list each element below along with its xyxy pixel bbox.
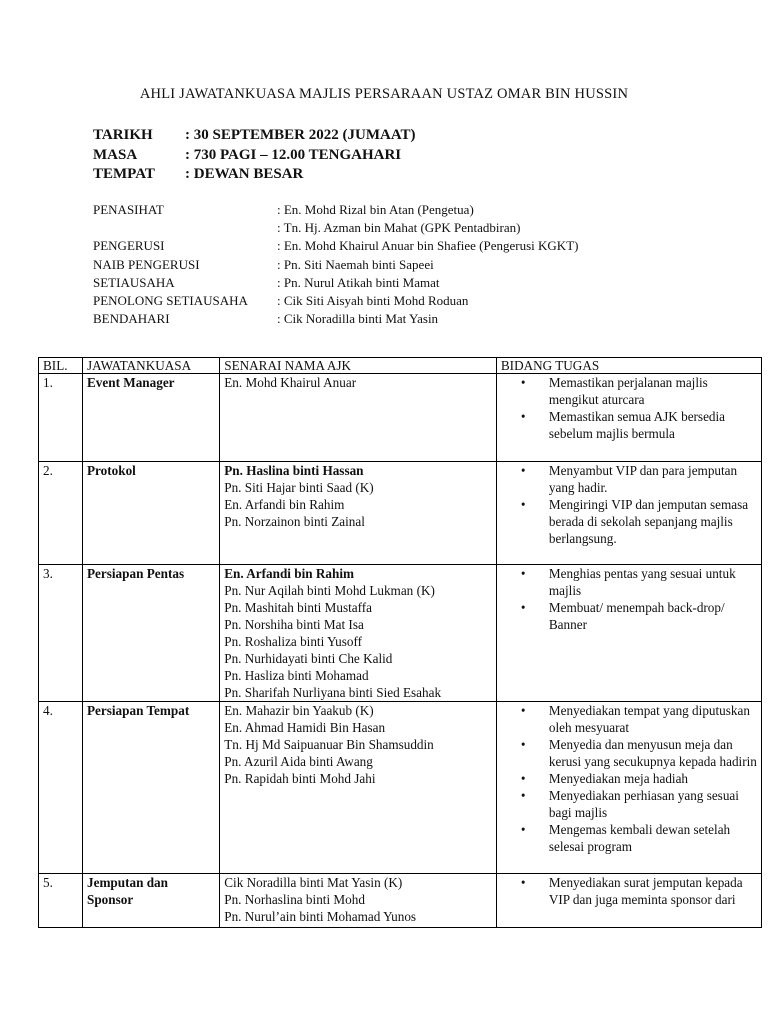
officer-row <box>93 274 578 292</box>
member-names <box>220 565 497 702</box>
table-row <box>39 565 762 702</box>
table-body <box>39 374 762 928</box>
info-row-date <box>93 126 416 146</box>
member-name: Pn. Siti Hajar binti Saad (K) <box>224 480 374 495</box>
member-names <box>220 874 497 928</box>
member-name: Pn. Roshaliza binti Yusoff <box>224 634 362 649</box>
officer-row <box>93 201 578 219</box>
member-name: Pn. Nurul’ain binti Mohamad Yunos <box>224 909 417 924</box>
document-title: AHLI JAWATANKUASA MAJLIS PERSARAAN USTAZ OMAR BIN HUSSIN <box>139 86 629 102</box>
row-number: 2. <box>39 462 83 565</box>
table-row <box>39 462 762 565</box>
task-item: • Mengemas kembali dewan setelah selesai program <box>515 821 757 855</box>
task-item: • Memastikan perjalanan majlis mengikut aturcara <box>515 374 757 408</box>
committee-table <box>38 357 762 928</box>
info-row-venue <box>93 165 416 185</box>
member-name: Pn. Azuril Aida binti Awang <box>224 754 373 769</box>
officer-name: : En. Mohd Rizal bin Atan (Pengetua) <box>277 202 474 217</box>
header-senarai-nama: SENARAI NAMA AJK <box>220 358 497 374</box>
task-item: • Memastikan semua AJK bersedia sebelum majlis bermula <box>515 408 757 442</box>
officer-name: : Cik Siti Aisyah binti Mohd Roduan <box>277 292 469 308</box>
info-value: : 730 PAGI – 12.00 TENGAHARI <box>185 146 402 163</box>
task-item: • Mengiringi VIP dan jemputan semasa berada di sekolah sepanjang majlis berlangsung. <box>515 496 757 547</box>
info-label: MASA <box>93 146 138 163</box>
header-bidang-tugas: BIDANG TUGAS <box>496 358 761 374</box>
member-name: Pn. Norhaslina binti Mohd <box>224 892 365 907</box>
task-item: • Menyambut VIP dan para jemputan yang hadir. <box>515 462 757 496</box>
member-name: Pn. Mashitah binti Mustaffa <box>224 600 372 615</box>
row-number: 3. <box>39 565 83 702</box>
task-list-cell <box>496 565 761 702</box>
officer-name: : Pn. Siti Naemah binti Sapeei <box>277 256 434 272</box>
task-item: • Menyediakan surat jemputan kepada VIP dan juga meminta sponsor dari <box>515 874 757 908</box>
task-list <box>501 565 757 633</box>
officer-role: BENDAHARI <box>93 311 170 327</box>
member-name: En. Mahazir bin Yaakub (K) <box>224 703 374 718</box>
officer-name: : Tn. Hj. Azman bin Mahat (GPK Pentadbiran) <box>277 220 521 236</box>
member-name: En. Ahmad Hamidi Bin Hasan <box>224 720 386 735</box>
task-list <box>501 462 757 547</box>
info-value: : 30 SEPTEMBER 2022 (JUMAAT) <box>185 127 416 143</box>
task-item: • Menyediakan tempat yang diputuskan oleh mesyuarat <box>515 702 757 736</box>
member-name: Tn. Hj Md Saipuanuar Bin Shamsuddin <box>224 737 434 752</box>
member-name: Pn. Nurhidayati binti Che Kalid <box>224 651 393 666</box>
officer-row <box>93 310 578 328</box>
table-row <box>39 874 762 928</box>
table-row <box>39 374 762 462</box>
member-name: Pn. Norshiha binti Mat Isa <box>224 617 364 632</box>
task-list <box>501 702 757 855</box>
event-info <box>93 126 416 185</box>
task-list <box>501 374 757 442</box>
committee-name: Persiapan Pentas <box>83 565 220 702</box>
task-item: • Membuat/ menempah back-drop/ Banner <box>515 599 757 633</box>
task-list-cell <box>496 462 761 565</box>
member-name: Pn. Hasliza binti Mohamad <box>224 668 369 683</box>
header-jawatankuasa: JAWATANKUASA <box>83 358 220 374</box>
task-list-cell <box>496 374 761 462</box>
member-name: En. Mohd Khairul Anuar <box>224 375 357 390</box>
member-names <box>220 374 497 462</box>
task-item: • Menyediakan perhiasan yang sesuai bagi majlis <box>515 787 757 821</box>
officer-role: PENASIHAT <box>93 202 164 217</box>
officer-row <box>93 237 578 255</box>
officer-role: PENOLONG SETIAUSAHA <box>93 292 248 308</box>
table-row <box>39 702 762 874</box>
header-bil: BIL. <box>39 358 83 374</box>
committee-name: Jemputan dan Sponsor <box>83 874 220 928</box>
task-list <box>501 874 757 908</box>
task-item: • Menyediakan meja hadiah <box>515 770 757 787</box>
row-number: 5. <box>39 874 83 928</box>
member-name: Pn. Sharifah Nurliyana binti Sied Esahak <box>224 685 442 700</box>
info-value: : DEWAN BESAR <box>185 166 304 182</box>
officer-role: NAIB PENGERUSI <box>93 256 200 272</box>
officer-row <box>93 219 578 237</box>
info-label: TARIKH <box>93 127 153 143</box>
table-header-row <box>39 358 762 374</box>
row-number: 4. <box>39 702 83 874</box>
info-row-time <box>93 146 416 166</box>
member-names <box>220 462 497 565</box>
officer-row <box>93 256 578 274</box>
task-item: • Menghias pentas yang sesuai untuk majlis <box>515 565 757 599</box>
member-name: Cik Noradilla binti Mat Yasin (K) <box>224 875 403 890</box>
member-name: Pn. Nur Aqilah binti Mohd Lukman (K) <box>224 583 435 598</box>
info-label: TEMPAT <box>93 166 155 182</box>
officer-role: PENGERUSI <box>93 238 165 254</box>
officer-role: SETIAUSAHA <box>93 274 175 290</box>
officer-name: : Cik Noradilla binti Mat Yasin <box>277 311 439 327</box>
member-name: En. Arfandi bin Rahim <box>224 497 345 512</box>
committee-name: Event Manager <box>83 374 220 462</box>
task-item: • Menyedia dan menyusun meja dan kerusi yang secukupnya kepada hadirin <box>515 736 757 770</box>
task-list-cell <box>496 874 761 928</box>
member-name: Pn. Rapidah binti Mohd Jahi <box>224 771 376 786</box>
officer-row <box>93 292 578 310</box>
officer-list <box>93 201 578 328</box>
row-number: 1. <box>39 374 83 462</box>
committee-name: Persiapan Tempat <box>83 702 220 874</box>
task-list-cell <box>496 702 761 874</box>
member-name: Pn. Norzainon binti Zainal <box>224 514 365 529</box>
member-name: Pn. Haslina binti Hassan <box>224 463 364 478</box>
officer-name: : Pn. Nurul Atikah binti Mamat <box>277 274 440 290</box>
member-names <box>220 702 497 874</box>
member-name: En. Arfandi bin Rahim <box>224 566 354 581</box>
committee-name: Protokol <box>83 462 220 565</box>
officer-name: : En. Mohd Khairul Anuar bin Shafiee (Pengerusi KGKT) <box>277 238 579 254</box>
